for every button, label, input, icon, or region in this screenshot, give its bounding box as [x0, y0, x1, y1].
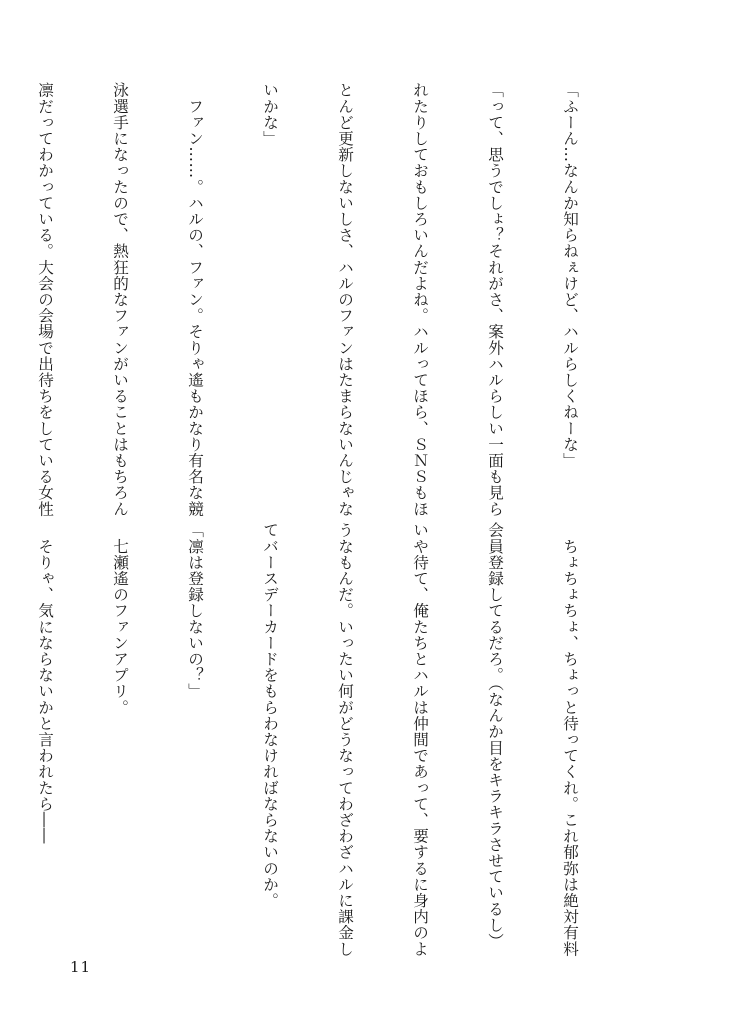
paragraph-line: 「って、思うでしょ？それがさ、案外ハルらしい一面も見ら: [486, 82, 504, 517]
paragraph-line: 「凛は登録しないの？」: [186, 522, 204, 700]
text-block-upper: [36, 82, 632, 517]
paragraph-line: とんど更新しないしさ、ハルのファンはたまらないんじゃな: [336, 82, 354, 517]
text-block-lower: [36, 522, 632, 957]
paragraph-line: うなもんだ。いったい何がどうなってわざわざハルに課金し: [336, 522, 354, 957]
paragraph-line: れたりしておもしろいんだよね。ハルってほら、ＳＮＳもほ: [411, 82, 429, 517]
page-number: 11: [70, 958, 92, 976]
paragraph-line: 「ふーん…なんか知らねぇけど、ハルらしくねーな」: [561, 82, 579, 469]
paragraph-line: いや待て、俺たちとハルは仲間であって、要するに身内のよ: [411, 522, 429, 957]
paragraph-line: ファン……。ハルの、ファン。そりゃ遙もかなり有名な競: [186, 82, 204, 517]
paragraph-line: てバースデーカードをもらわなければならないのか。: [261, 522, 279, 909]
paragraph-line: そりゃ、気にならないかと言われたら――: [36, 522, 54, 844]
paragraph-line: いかな」: [261, 82, 279, 147]
paragraph-line: 会員登録してるだろ。（なんか目をキラキラさせているし）: [486, 522, 504, 949]
paragraph-line: 泳選手になったので、熱狂的なファンがいることはもちろん: [111, 82, 129, 517]
paragraph-line: 凛だってわかっている。大会の会場で出待ちをしている女性: [36, 82, 54, 517]
paragraph-line: ちょちょちょ、ちょっと待ってくれ。これ郁弥は絶対有料: [561, 522, 579, 957]
paragraph-line: 七瀬遙のファンアプリ。: [111, 522, 129, 716]
